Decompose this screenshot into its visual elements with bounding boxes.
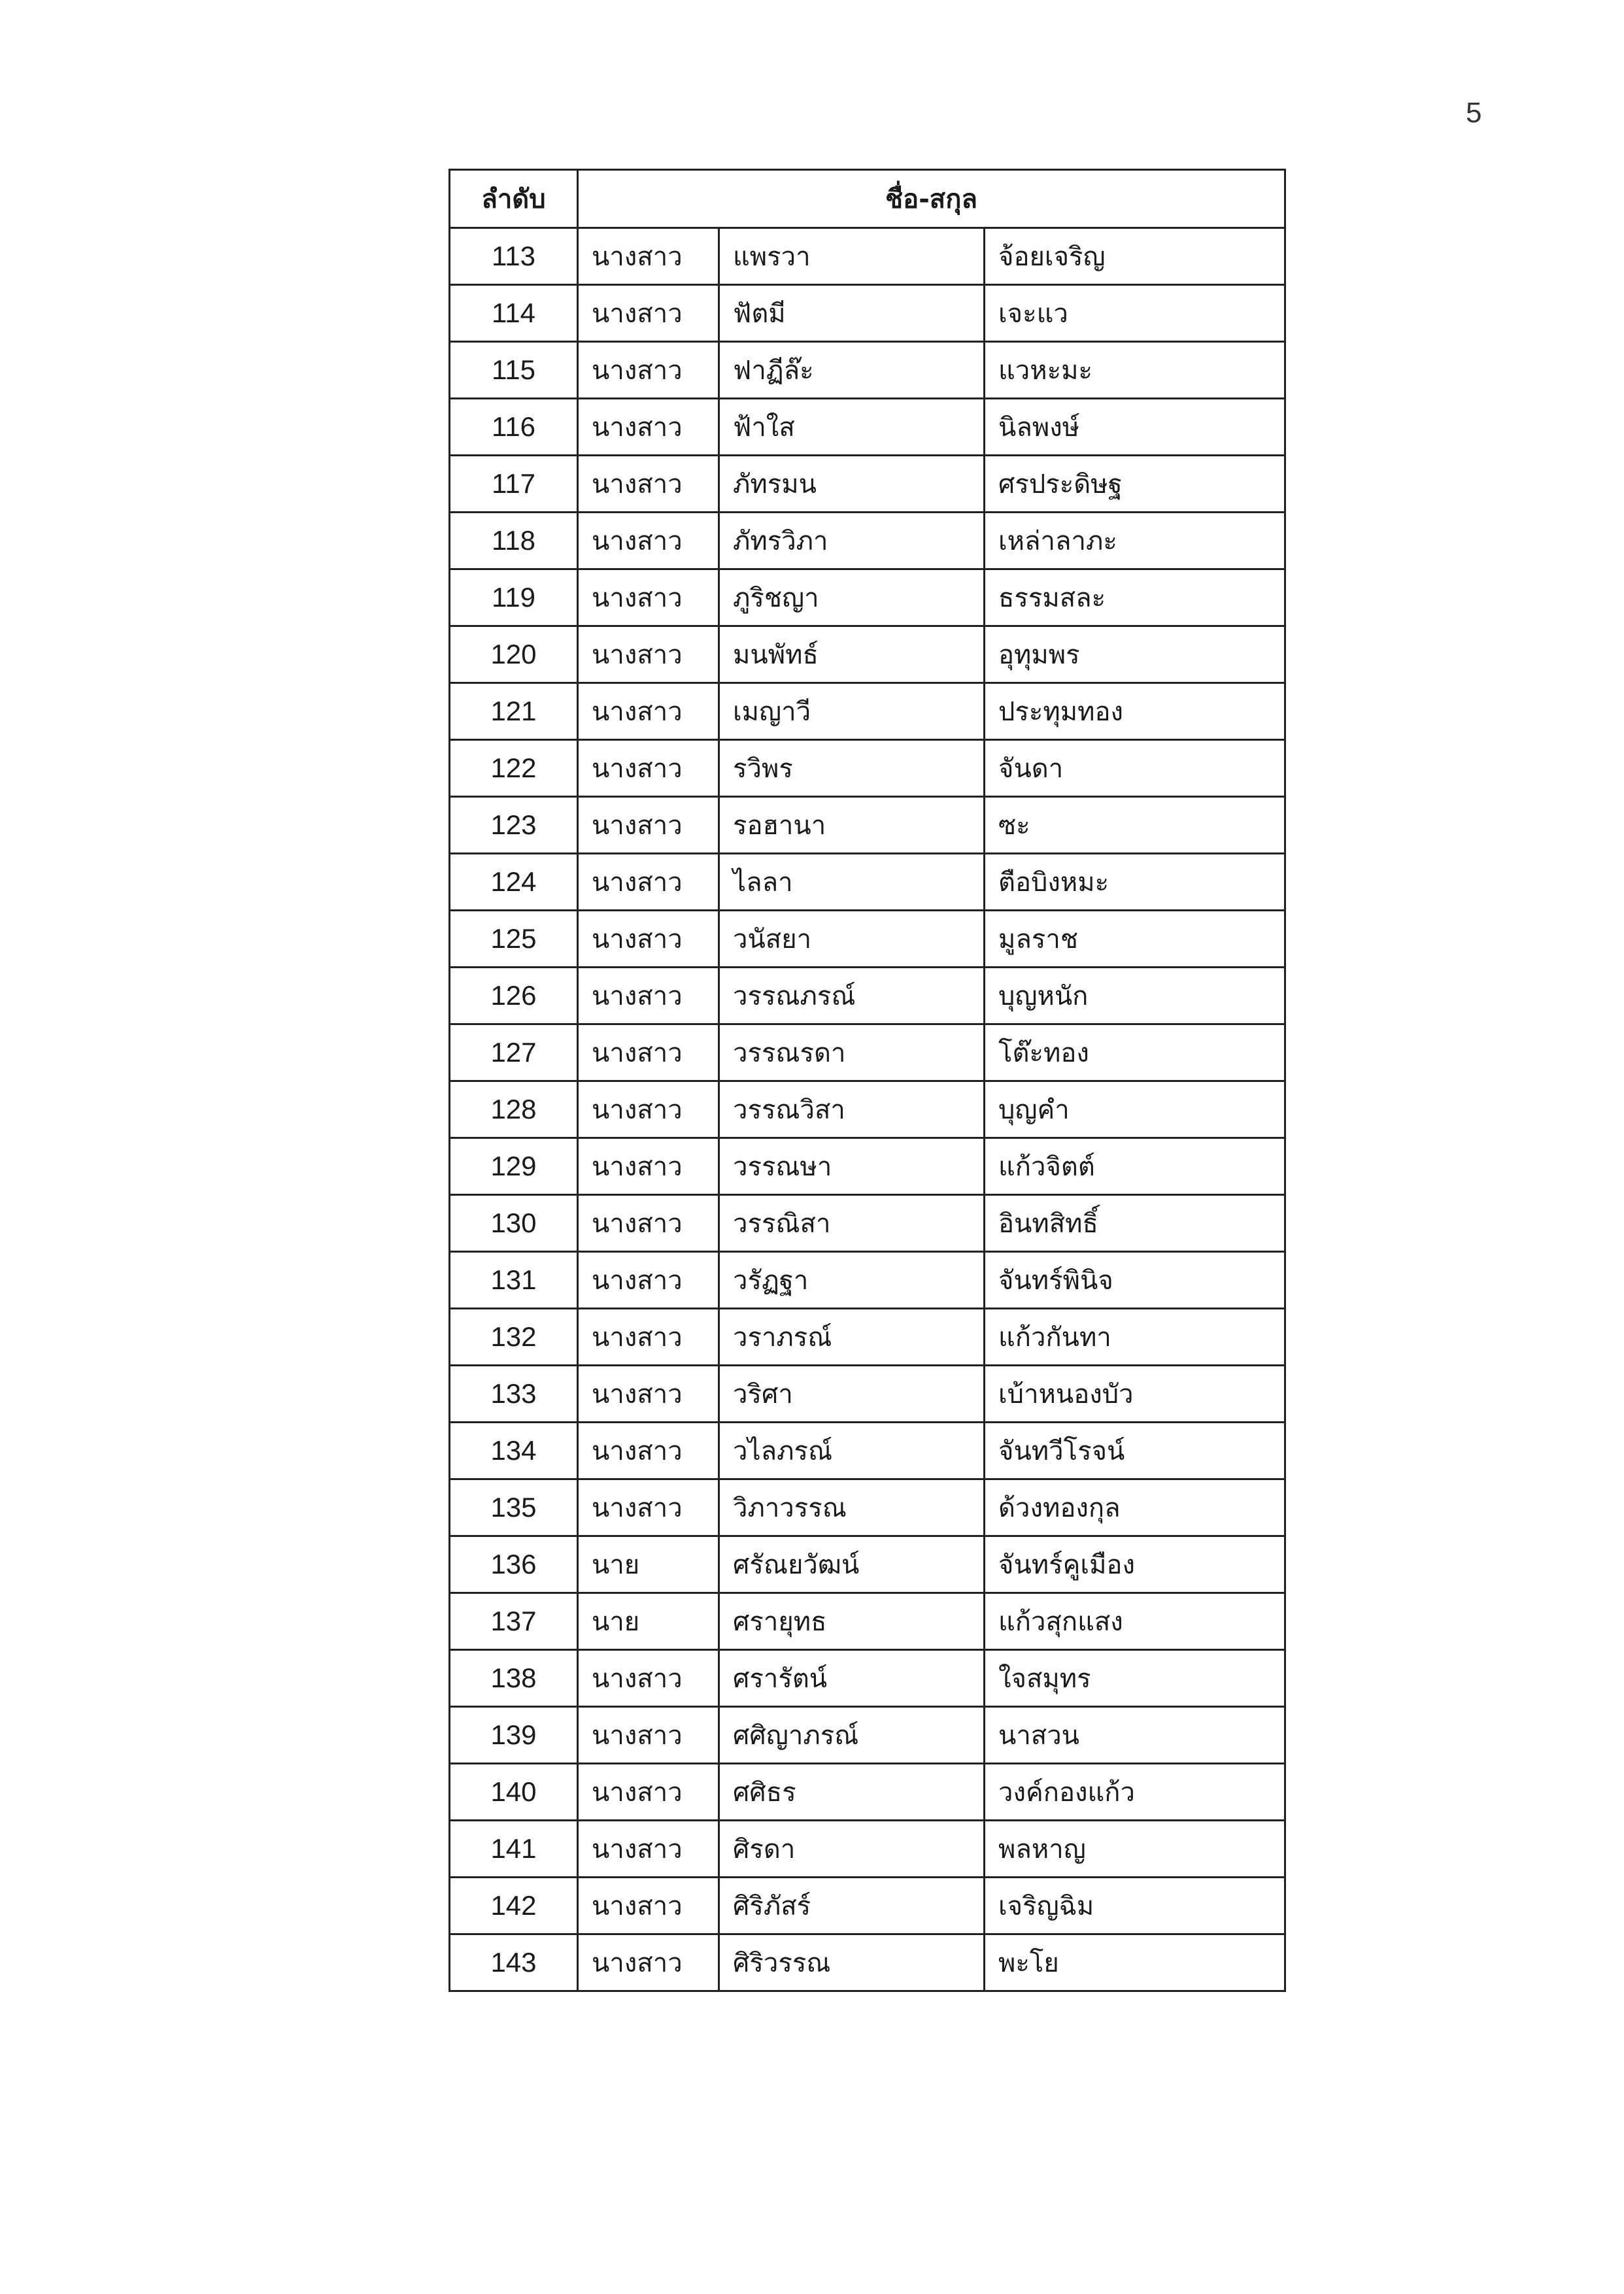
row-last-name: จันทร์คูเมือง [985,1536,1285,1593]
table-row [450,797,1285,854]
row-number: 122 [450,740,578,797]
table-row [450,911,1285,968]
row-last-name: ศรประดิษฐ [985,456,1285,513]
row-number: 131 [450,1252,578,1309]
row-title: นางสาว [578,342,719,399]
row-number: 134 [450,1423,578,1479]
row-title: นาย [578,1536,719,1593]
table-row [450,740,1285,797]
row-last-name: โต๊ะทอง [985,1024,1285,1081]
table-row [450,683,1285,740]
row-last-name: มูลราช [985,911,1285,968]
table-row [450,854,1285,911]
row-title: นางสาว [578,1195,719,1252]
row-last-name: ตือบิงหมะ [985,854,1285,911]
row-first-name: วไลภรณ์ [719,1423,985,1479]
table-row [450,1821,1285,1878]
row-last-name: นาสวน [985,1707,1285,1764]
table-row [450,1366,1285,1423]
row-number: 113 [450,228,578,285]
row-number: 139 [450,1707,578,1764]
row-last-name: พลหาญ [985,1821,1285,1878]
row-number: 117 [450,456,578,513]
table-row [450,1423,1285,1479]
page-number: 5 [1466,97,1482,129]
row-title: นางสาว [578,1252,719,1309]
row-last-name: ใจสมุทร [985,1650,1285,1707]
row-first-name: ภัทรวิภา [719,513,985,569]
row-number: 127 [450,1024,578,1081]
row-number: 121 [450,683,578,740]
row-last-name: บุญคำ [985,1081,1285,1138]
row-last-name: พะโย [985,1934,1285,1991]
row-last-name: นิลพงษ์ [985,399,1285,456]
row-title: นางสาว [578,1934,719,1991]
row-title: นางสาว [578,626,719,683]
row-number: 130 [450,1195,578,1252]
row-title: นางสาว [578,513,719,569]
row-title: นางสาว [578,1707,719,1764]
row-first-name: วรรณวิสา [719,1081,985,1138]
row-title: นางสาว [578,683,719,740]
row-number: 124 [450,854,578,911]
row-title: นางสาว [578,797,719,854]
row-title: นางสาว [578,740,719,797]
table-row [450,1081,1285,1138]
row-last-name: แก้วกันทา [985,1309,1285,1366]
table-row [450,1024,1285,1081]
row-title: นางสาว [578,1024,719,1081]
table-row [450,456,1285,513]
row-first-name: วิภาวรรณ [719,1479,985,1536]
row-last-name: วงค์กองแก้ว [985,1764,1285,1821]
row-number: 116 [450,399,578,456]
row-number: 118 [450,513,578,569]
row-title: นาย [578,1593,719,1650]
table-row [450,1593,1285,1650]
row-number: 119 [450,569,578,626]
row-number: 126 [450,968,578,1024]
table-row [450,1252,1285,1309]
row-last-name: แวหะมะ [985,342,1285,399]
header-no: ลำดับ [450,170,578,228]
table-row [450,1878,1285,1934]
row-title: นางสาว [578,1479,719,1536]
row-title: นางสาว [578,1423,719,1479]
row-title: นางสาว [578,1764,719,1821]
row-number: 140 [450,1764,578,1821]
row-last-name: จันทวีโรจน์ [985,1423,1285,1479]
row-number: 138 [450,1650,578,1707]
row-first-name: วราภรณ์ [719,1309,985,1366]
row-first-name: ศศิญาภรณ์ [719,1707,985,1764]
table-row [450,1934,1285,1991]
table-row [450,626,1285,683]
row-first-name: ศรัณยวัฒน์ [719,1536,985,1593]
row-title: นางสาว [578,456,719,513]
table-row [450,1195,1285,1252]
table-row [450,342,1285,399]
row-first-name: วรัฏฐา [719,1252,985,1309]
table-row [450,399,1285,456]
table-row [450,1764,1285,1821]
row-title: นางสาว [578,1081,719,1138]
row-first-name: วรรณภรณ์ [719,968,985,1024]
row-number: 114 [450,285,578,342]
row-last-name: แก้วสุกแสง [985,1593,1285,1650]
row-first-name: ศิริวรรณ [719,1934,985,1991]
row-number: 143 [450,1934,578,1991]
row-number: 135 [450,1479,578,1536]
row-first-name: วนัสยา [719,911,985,968]
row-last-name: เจริญฉิม [985,1878,1285,1934]
row-first-name: รอฮานา [719,797,985,854]
row-first-name: ศิริภัสร์ [719,1878,985,1934]
row-number: 141 [450,1821,578,1878]
row-last-name: อินทสิทธิ์ [985,1195,1285,1252]
row-first-name: รวิพร [719,740,985,797]
row-first-name: ศศิธร [719,1764,985,1821]
row-first-name: วรรณิสา [719,1195,985,1252]
row-first-name: วรรณรดา [719,1024,985,1081]
row-last-name: อุทุมพร [985,626,1285,683]
row-title: นางสาว [578,1821,719,1878]
row-number: 129 [450,1138,578,1195]
row-title: นางสาว [578,399,719,456]
table-row [450,1536,1285,1593]
row-first-name: ฟาฏีล๊ะ [719,342,985,399]
row-number: 125 [450,911,578,968]
row-number: 123 [450,797,578,854]
table-row [450,1309,1285,1366]
table-row [450,228,1285,285]
table-row [450,285,1285,342]
table-header-row [450,170,1285,228]
row-first-name: เมญาวี [719,683,985,740]
row-number: 120 [450,626,578,683]
row-last-name: จันดา [985,740,1285,797]
row-number: 136 [450,1536,578,1593]
row-first-name: ศรายุทธ [719,1593,985,1650]
row-title: นางสาว [578,1309,719,1366]
row-first-name: ฟ้าใส [719,399,985,456]
row-last-name: จันทร์พินิจ [985,1252,1285,1309]
table-row [450,968,1285,1024]
row-first-name: วรรณษา [719,1138,985,1195]
row-title: นางสาว [578,854,719,911]
header-name: ชื่อ-สกุล [578,170,1285,228]
row-first-name: ฟัตมี [719,285,985,342]
table-body [450,228,1285,1991]
row-last-name: แก้วจิตต์ [985,1138,1285,1195]
row-number: 133 [450,1366,578,1423]
row-title: นางสาว [578,569,719,626]
row-last-name: ซะ [985,797,1285,854]
row-number: 142 [450,1878,578,1934]
row-last-name: เหล่าลาภะ [985,513,1285,569]
row-title: นางสาว [578,1366,719,1423]
row-title: นางสาว [578,1650,719,1707]
table-row [450,1650,1285,1707]
row-first-name: วริศา [719,1366,985,1423]
row-first-name: ศรารัตน์ [719,1650,985,1707]
row-last-name: เบ้าหนองบัว [985,1366,1285,1423]
table-row [450,513,1285,569]
row-first-name: มนพัทธ์ [719,626,985,683]
table-row [450,1479,1285,1536]
row-number: 132 [450,1309,578,1366]
row-last-name: ธรรมสละ [985,569,1285,626]
row-last-name: ประทุมทอง [985,683,1285,740]
row-title: นางสาว [578,1138,719,1195]
table-row [450,1707,1285,1764]
row-title: นางสาว [578,911,719,968]
row-title: นางสาว [578,1878,719,1934]
row-last-name: เจะแว [985,285,1285,342]
row-number: 115 [450,342,578,399]
row-first-name: ไลลา [719,854,985,911]
row-first-name: ภัทรมน [719,456,985,513]
row-last-name: จ้อยเจริญ [985,228,1285,285]
table-row [450,569,1285,626]
row-last-name: ด้วงทองกุล [985,1479,1285,1536]
row-last-name: บุญหนัก [985,968,1285,1024]
row-title: นางสาว [578,968,719,1024]
roster-table [448,169,1286,1992]
row-title: นางสาว [578,285,719,342]
row-number: 137 [450,1593,578,1650]
row-title: นางสาว [578,228,719,285]
row-first-name: ศิรดา [719,1821,985,1878]
table-row [450,1138,1285,1195]
row-first-name: ภูริชญา [719,569,985,626]
row-first-name: แพรวา [719,228,985,285]
row-number: 128 [450,1081,578,1138]
